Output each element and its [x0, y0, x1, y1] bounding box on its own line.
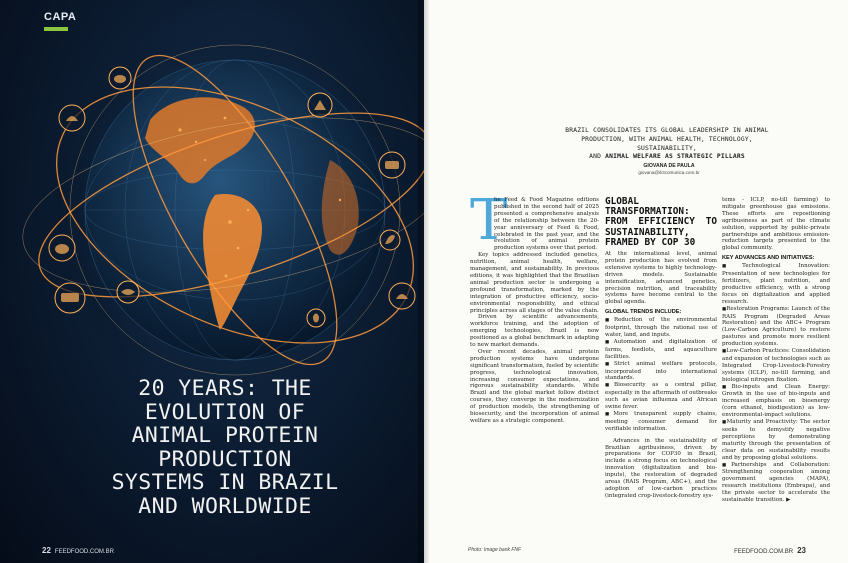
right-page — [424, 0, 848, 563]
headline-line: PRODUCTION — [158, 446, 292, 472]
author-email[interactable]: giovana@ilctcomunica.com.br — [638, 170, 700, 175]
paragraph: he Feed & Food Magazine editions published in the second half of 2025 presented a comprehensive analysis of the relationship between the 20-year anniversary of Feed & Food, celebrated in the past year, and the evolution of animal protein production systems over that period. — [494, 197, 599, 252]
article-kicker — [554, 127, 780, 162]
headline-line: SYSTEMS IN BRAZIL — [111, 470, 339, 495]
list-item: ■ Reduction of the environmental footprint, through the rational use of water, land, and inputs. — [605, 317, 717, 339]
list-item: ■ Restoration Programs: Launch of the RAIS Program (Degraded Areas Restoration) and the ABC+ Program (Low-Carbon Agriculture) to restore pastures and promote more resilient production systems. — [722, 306, 830, 348]
spine-shadow — [418, 0, 430, 563]
paragraph: tems - ICLP, no-till farming) to mitigate greenhouse gas emissions. These efforts are repositioning agribusiness as part of the climate solution, supported by public-private partnerships and ambitious emission-reduction targets presented to the global community. — [722, 197, 830, 252]
egg-icon — [307, 309, 325, 327]
list-item: ■ Partnerships and Collaboration: Strengthening cooperation among government agencies (MAPA), research institutions (Embrapa), and the private sector to accelerate the sustainable transition. — [722, 462, 830, 504]
section-subhead: GLOBAL TRANSFORMATION: FROM EFFICIENCY TO SUSTAINABILITY, FRAMED BY COP 30 — [605, 196, 717, 248]
leaf-icon — [380, 230, 400, 250]
kicker-line: BRAZIL CONSOLIDATES ITS GLOBAL LEADERSHIP IN ANIMAL — [565, 127, 769, 134]
sheep-icon — [49, 235, 75, 261]
fish-icon — [117, 281, 139, 303]
section-label: CAPA — [44, 11, 77, 23]
kicker-plain: AND — [589, 153, 606, 161]
kicker-line — [554, 153, 780, 162]
text-column-2 — [605, 197, 717, 500]
list-item: ■ Bio-inputs and Clean Energy: Growth in the use of bio-inputs and increased emphasis on bioenergy (corn ethanol, biodigestion) as low-environmental-impact solutions. — [722, 384, 830, 420]
list-heading: GLOBAL TRENDS INCLUDE: — [605, 309, 682, 316]
cow-icon — [379, 152, 405, 178]
list-item: ■ Low-Carbon Practices: Consolidation and expansion of technologies such as Integrated Crop-Livestock-Forestry systems (ICLP), no-till farming, and biological nitrogen fixation. — [722, 348, 830, 384]
chicken-icon — [389, 283, 415, 309]
list-item: ■ Technological Innovation: Presentation of new technologies for fertilizers, plant nutrition, and productive efficiency, with a strong focus on digitalization and applied research. — [722, 263, 830, 305]
page-number: 22 — [42, 546, 51, 555]
list-item: ■ Automation and digitalization of farms, feedlots, and aquaculture facilities. — [605, 339, 717, 361]
list-item: ■ More transparent supply chains, meeting consumer demand for verifiable information. — [605, 411, 717, 433]
list-heading: KEY ADVANCES AND INITIATIVES: — [722, 255, 815, 262]
photo-credit: Photo: Image bank FNF — [468, 547, 522, 553]
right-folio — [734, 546, 806, 555]
author-name: GIOVANA DE PAULA — [643, 163, 695, 169]
paragraph: At the international level, animal protein production has evolved from extensive systems to highly technology-driven models. Sustainable intensification, advanced genetics, precision nutrition, and traceability systems have become central to the global agenda. — [605, 251, 717, 306]
site-name: FEEDFOOD.COM.BR — [734, 549, 794, 555]
pig-icon — [109, 67, 131, 89]
paragraph: Advances in the sustainability of Brazilian agribusiness, driven by preparations for COP30 in Brazil, include a strong focus on technological innovation (digitalization and bio-inputs), the restoration of degraded areas (RAIS Program, ABC+), and the adoption of low-carbon practices (integrated crop-livestock-forestry sys- — [605, 437, 717, 499]
kicker-line: PRODUCTION, WITH ANIMAL HEALTH, TECHNOLOGY, SUSTAINABILITY, — [581, 135, 753, 152]
cow-icon — [55, 283, 85, 313]
kicker-bold: ANIMAL WELFARE AS STRATEGIC PILLARS — [605, 153, 745, 161]
paragraph: Over recent decades, animal protein production systems have undergone significant transformation, fueled by scientific progress, technological innovation, increasing consumer expectations, and rigorous sustainability standards. While Brazil and the global market follow distinct courses, they converge in the modernization of production models, the strengthening of biosecurity, and the incorporation of animal welfare as a strategic component. — [470, 348, 599, 424]
article-headline — [60, 377, 390, 518]
rooster-icon — [308, 93, 332, 117]
left-folio — [42, 546, 114, 555]
chicken-icon — [59, 105, 85, 131]
paragraph: Driven by scientific advancements, workforce training, and the adoption of emerging technologies, Brazil is now positioned as a global benchmark in adapting to new market demands. — [470, 314, 599, 349]
list-item-with-end — [722, 462, 830, 504]
text-column-1 — [470, 188, 599, 425]
end-mark-icon: ▶ — [786, 497, 791, 504]
headline-line: ANIMAL PROTEIN — [131, 423, 319, 448]
list-item: ■ Maturity and Proactivity: The sector seeks to demystify negative perceptions by demonstrating maturity through the presentation of clear data on sustainability results and by proposing global solutions. — [722, 419, 830, 461]
list-item: ■ Biosecurity as a central pillar, especially in the aftermath of outbreaks such as avian influenza and African swine fever. — [605, 382, 717, 411]
drop-cap: T — [470, 188, 508, 253]
paragraph: Key topics addressed included genetics, nutrition, animal health, welfare, management, and sustainability. In previous editions, it was highlighted that the Brazilian animal production sector is undergoing a profound transformation, marked by the integration of productive efficiency, socio-environmental responsibility, and ethical principles across all stages of the value chain. — [470, 252, 599, 314]
headline-line: EVOLUTION OF — [144, 399, 306, 425]
text-column-3 — [722, 197, 830, 504]
site-name: FEEDFOOD.COM.BR — [54, 549, 114, 555]
page-number: 23 — [797, 546, 806, 555]
section-accent-bar — [44, 27, 68, 31]
headline-line: 20 YEARS: THE — [138, 376, 312, 401]
headline-line: AND WORLDWIDE — [138, 493, 312, 519]
list-item: ■ Strict animal welfare protocols, incorporated into international standards. — [605, 361, 717, 383]
